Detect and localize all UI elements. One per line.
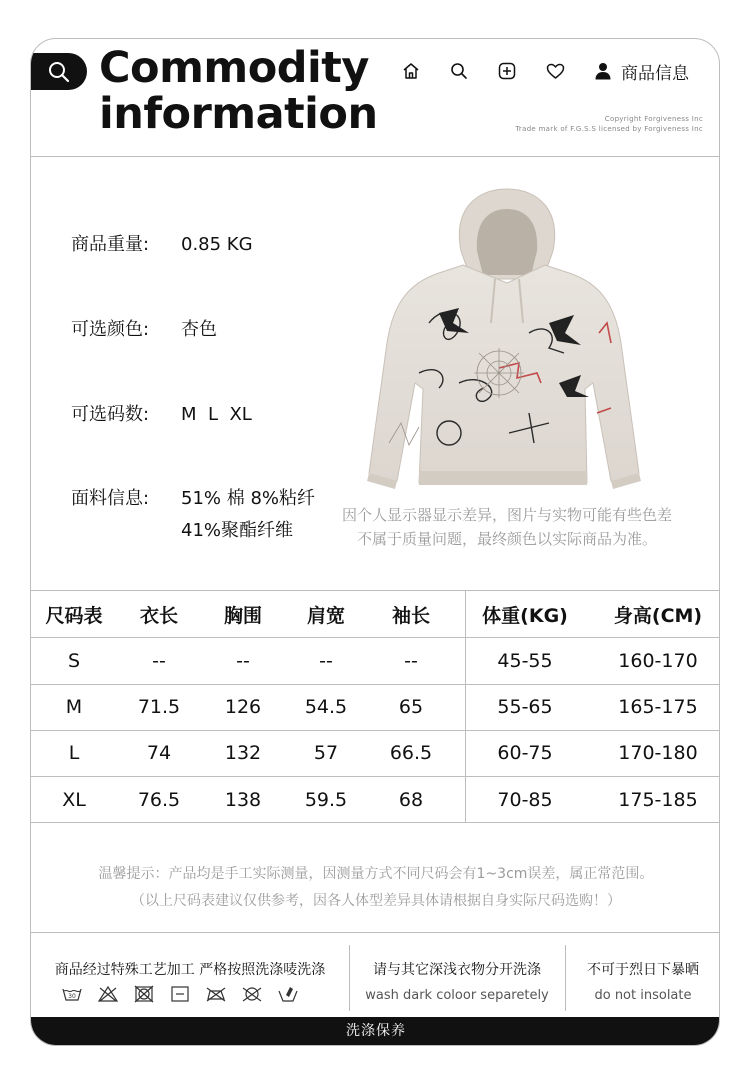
no-iron-icon [205,985,227,1003]
header [31,39,720,157]
care-sun-sub: do not insolate [594,988,692,1003]
disclaimer-line-2: 不属于质量问题，最终颜色以实际商品为准。 [356,530,657,548]
product-info-section [31,157,720,591]
no-tumble-dry-icon [133,985,155,1003]
color-disclaimer [327,503,687,551]
nav-search-button[interactable] [447,59,471,83]
care-col-sun [565,933,720,1017]
product-info-nav[interactable] [595,59,689,84]
table-cell: 170-180 [618,742,698,764]
weight-row [71,229,253,261]
table-row [31,730,720,776]
table-cell: 55-65 [497,696,553,718]
table-cell: S [67,649,81,672]
home-icon [402,62,420,80]
fabric-value [181,483,315,547]
search-icon [48,61,70,83]
title-line-2: information [99,89,378,139]
product-image-hoodie [349,183,659,513]
table-cell: -- [152,649,166,672]
title-line-1: Commodity [99,43,369,93]
table-cell: 132 [224,742,262,764]
copyright-line-1: Copyright Forgiveness Inc [604,115,703,123]
heart-icon [546,63,565,80]
no-dry-clean-icon [241,985,263,1003]
care-section [31,933,720,1017]
color-row [71,314,217,346]
table-cell: 126 [224,696,262,718]
table-cell: XL [62,788,86,811]
table-cell: 175-185 [618,788,698,811]
weight-value: 0.85 KG [181,234,253,255]
table-header-cell: 袖长 [391,604,430,627]
table-cell: 59.5 [304,788,348,811]
search-icon [450,62,468,80]
size-value: M L XL [181,404,252,425]
table-cell: -- [404,649,418,672]
table-cell: -- [319,649,333,672]
table-cell: 160-170 [618,649,698,672]
table-cell: M [65,696,83,718]
table-header-cell: 尺码表 [45,604,103,627]
flat-dry-icon [169,985,191,1003]
fabric-value-line-1: 51% 棉 8%粘纤 [181,488,316,509]
weight-label: 商品重量: [71,234,150,255]
product-card [30,38,720,1046]
table-row [31,776,720,823]
table-header-cell: 胸围 [223,604,262,627]
search-button[interactable] [31,53,87,90]
add-square-icon [498,62,516,80]
care-separate-sub: wash dark coloor separetely [365,988,549,1003]
size-row [71,399,252,431]
table-cell: 66.5 [389,742,433,764]
table-cell: 45-55 [497,649,553,672]
top-nav [399,59,689,83]
nav-user-label: 商品信息 [621,63,689,84]
measurement-notes [31,823,720,933]
svg-text:30: 30 [68,993,76,1000]
table-cell: 54.5 [304,696,348,718]
add-button[interactable] [495,59,519,83]
table-header-cell: 衣长 [139,604,178,627]
care-col-separate [349,933,565,1017]
table-cell: L [68,742,80,764]
table-row [31,637,720,684]
color-label: 可选颜色: [71,319,150,340]
table-row [31,684,720,730]
table-header-cell: 身高(CM) [613,604,703,627]
note-line-2: （以上尺码表建议仅供参考，因各人体型差异具体请根据自身实际尺码选购！） [131,893,621,909]
table-cell: 68 [398,788,424,811]
care-icons [61,985,313,1003]
size-label: 可选码数: [71,404,150,425]
table-header-cell: 肩宽 [306,604,345,627]
table-cell: 138 [224,788,262,811]
copyright-line-2: Trade mark of F.G.S.S licensed by Forgiveness Inc [515,125,703,133]
care-footer-bar: 洗涤保养 [31,1017,720,1046]
note-line-1: 温馨提示：产品均是手工实际测量，因测量方式不同尺码会有1~3cm误差，属正常范围。 [98,866,654,882]
fabric-value-line-2: 41%聚酯纤维 [181,520,294,541]
table-cell: 76.5 [137,788,181,811]
table-header-cell: 体重(KG) [482,604,568,627]
table-cell: -- [236,649,250,672]
table-cell: 71.5 [137,696,181,718]
table-cell: 165-175 [618,696,698,718]
care-sun-title: 不可于烈日下暴晒 [587,962,699,978]
size-table [31,591,720,823]
table-cell: 70-85 [497,788,553,811]
no-bleach-icon [97,985,119,1003]
table-cell: 57 [313,742,339,764]
care-separate-title: 请与其它深浅衣物分开洗涤 [373,962,541,978]
table-header-row [31,591,720,637]
care-col-special [31,933,349,1017]
care-special-title: 商品经过特殊工艺加工 严格按照洗涤唛洗涤 [54,962,326,978]
fabric-label: 面料信息: [71,488,150,509]
fabric-row [71,483,315,547]
table-cell: 65 [398,696,424,718]
color-value: 杏色 [181,319,217,340]
hand-wash-icon [61,985,83,1003]
home-button[interactable] [399,59,423,83]
favorite-button[interactable] [543,59,567,83]
table-cell: 60-75 [497,742,553,764]
copyright-text [515,114,703,134]
disclaimer-line-1: 因个人显示器显示差异，图片与实物可能有些色差 [341,506,672,524]
wring-icon [277,985,299,1003]
page-title [99,45,399,137]
user-icon [595,62,611,80]
table-cell: 74 [146,742,172,764]
